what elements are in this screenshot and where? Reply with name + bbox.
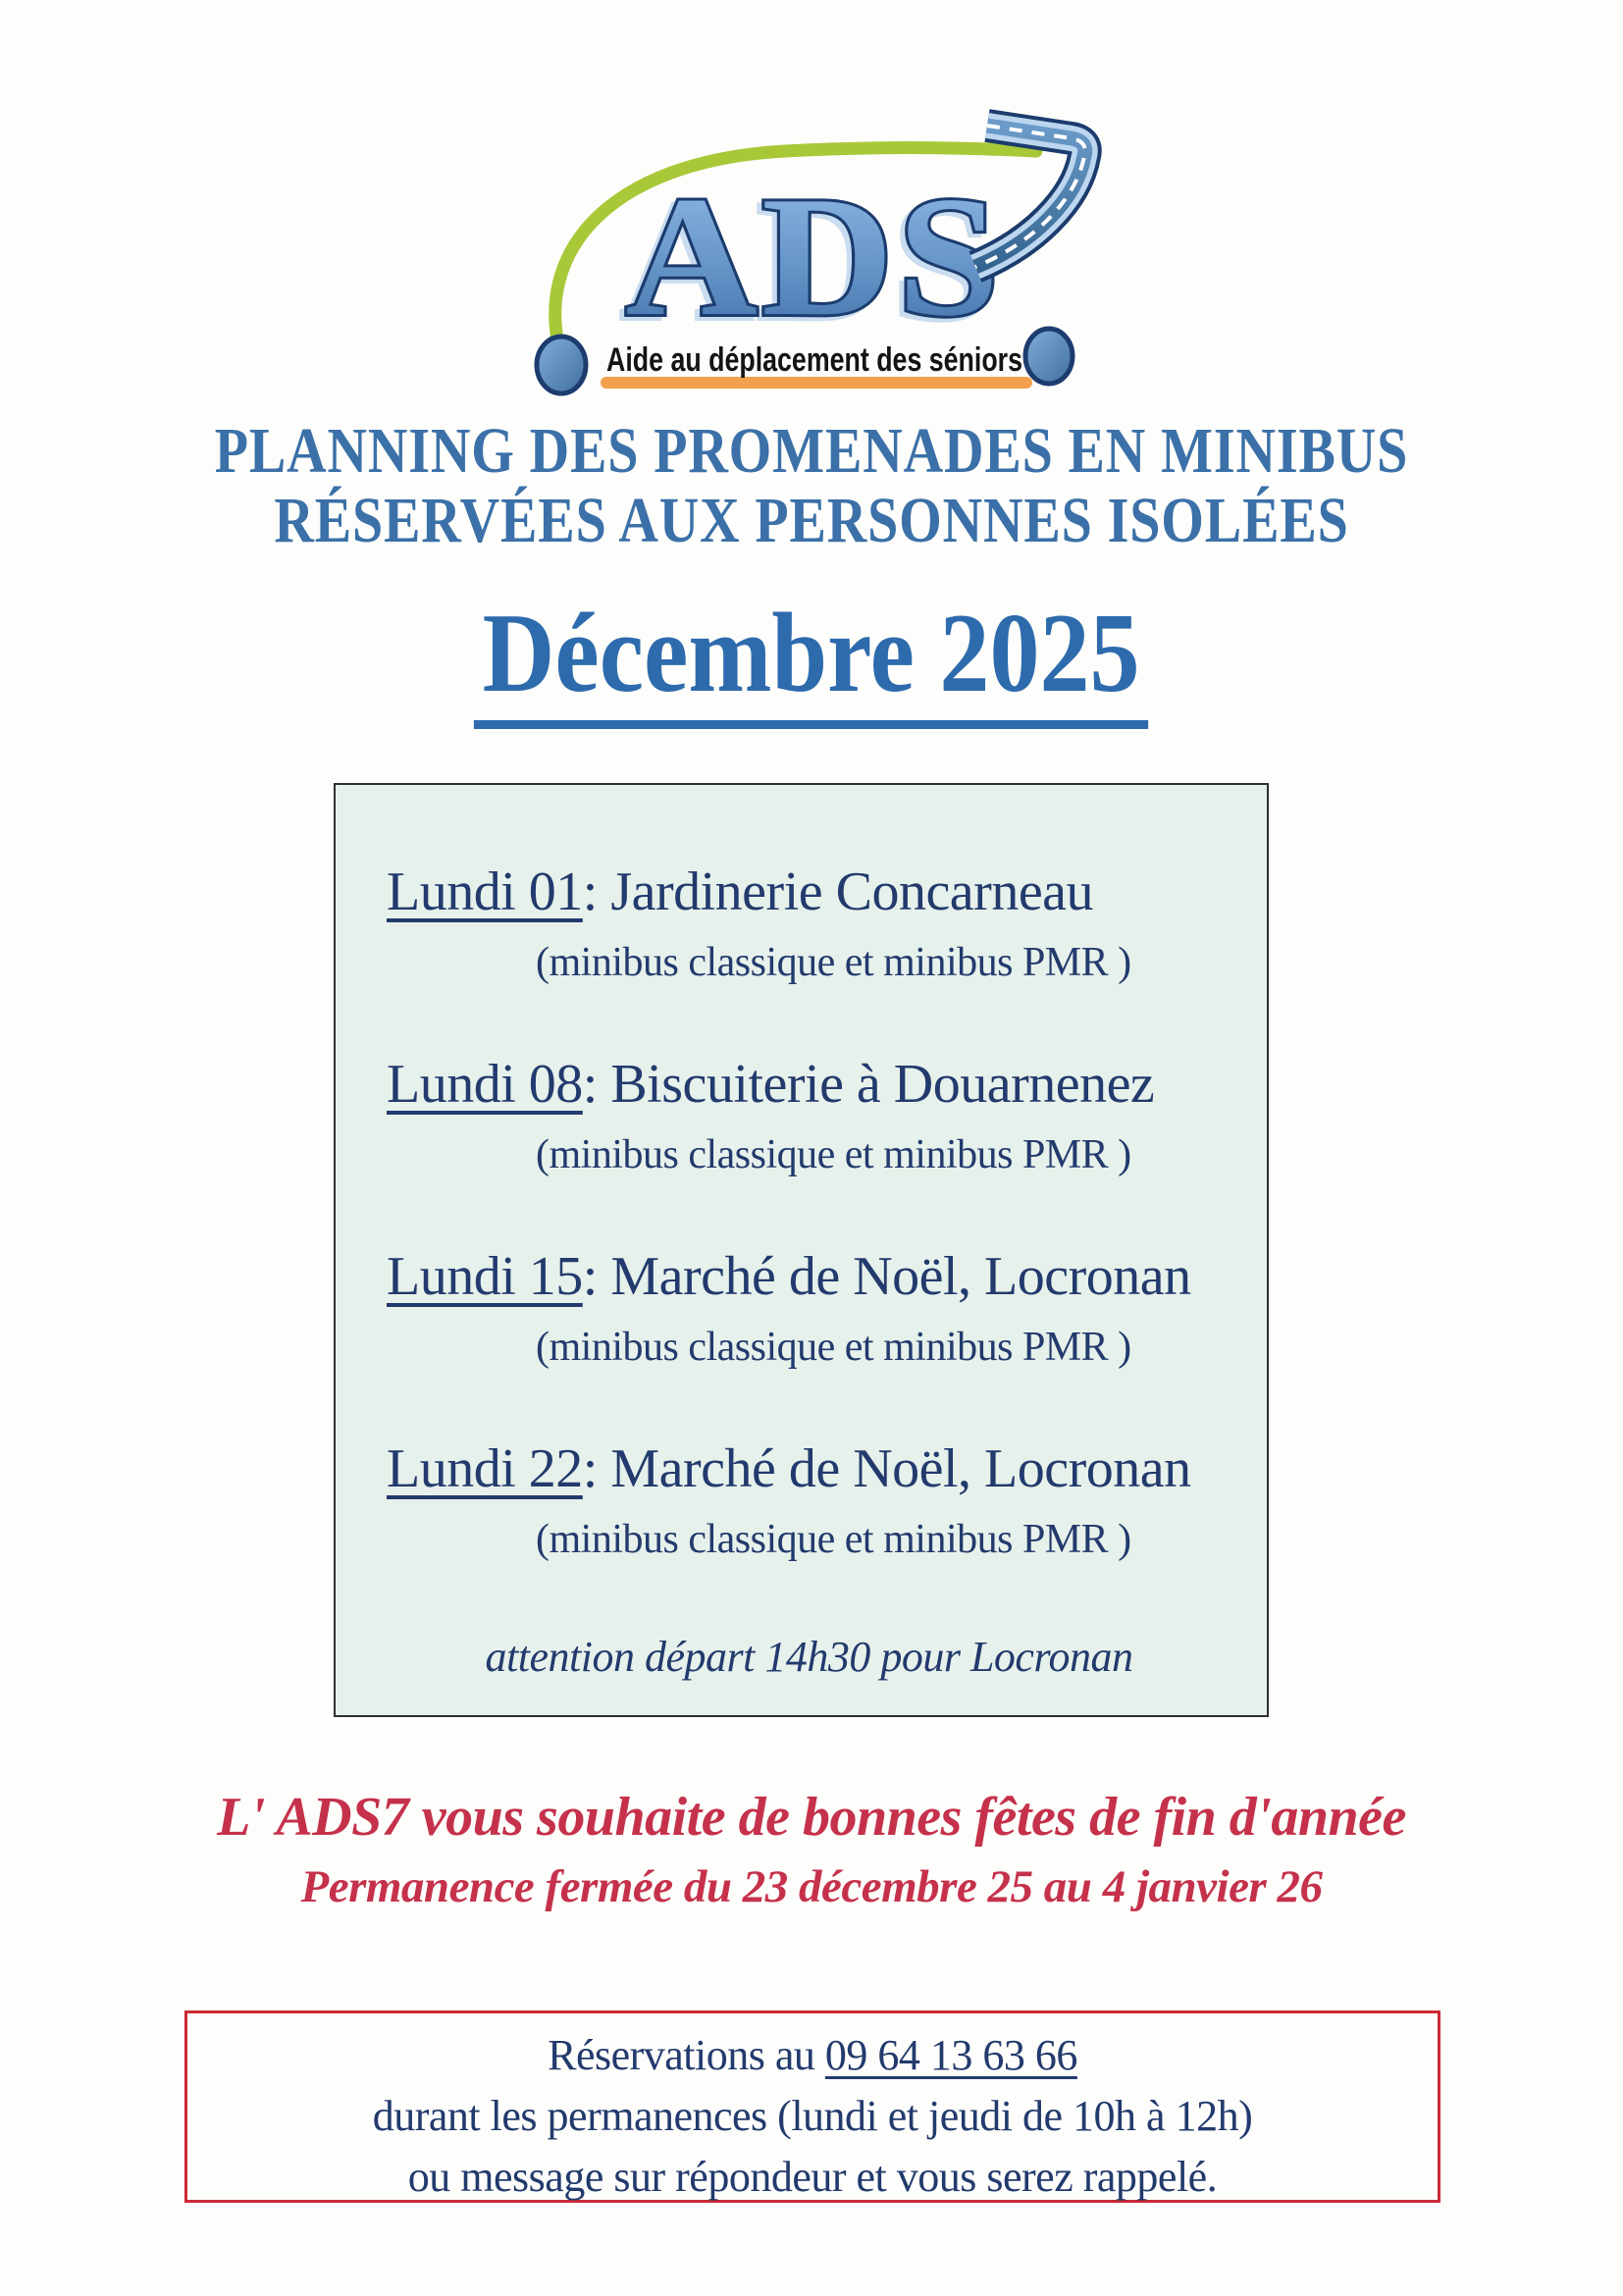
entry-note: (minibus classique et minibus PMR ): [536, 940, 1131, 985]
entry-activity: Marché de Noël, Locronan: [610, 1246, 1191, 1307]
entry-separator: :: [582, 861, 611, 922]
title-line-2: RÉSERVÉES AUX PERSONNES ISOLÉES: [274, 485, 1349, 556]
entry-activity: Biscuiterie à Douarnenez: [610, 1054, 1155, 1115]
entry-line: [387, 861, 1231, 922]
month-heading: [0, 591, 1623, 729]
reservation-prefix: Réservations au: [548, 2031, 825, 2079]
entry-separator: :: [582, 1054, 611, 1115]
entry-separator: :: [582, 1438, 611, 1499]
holiday-greeting: [0, 1786, 1623, 1913]
greeting-line-1: L' ADS7 vous souhaite de bonnes fêtes de fin d'année: [217, 1787, 1406, 1848]
page-title: [0, 416, 1623, 555]
entry-activity: Jardinerie Concarneau: [610, 861, 1094, 922]
entry-line: [387, 1438, 1231, 1499]
entry-day: Lundi 15: [387, 1246, 583, 1307]
entry-day: Lundi 08: [387, 1054, 583, 1115]
logo-tagline: Aide au déplacement des séniors: [606, 341, 1022, 379]
logo-wheel-left-icon: [537, 337, 586, 393]
schedule-entry-3: [387, 1246, 1231, 1372]
reservation-line-2: durant les permanences (lundi et jeudi de 10h à 12h): [372, 2092, 1253, 2140]
entry-day: Lundi 01: [387, 861, 583, 922]
entry-separator: :: [582, 1246, 611, 1307]
reservation-line-1: [187, 2025, 1438, 2086]
schedule-box: [334, 783, 1269, 1717]
month-title: Décembre 2025: [474, 597, 1149, 729]
schedule-entry-2: [387, 1054, 1231, 1179]
title-line-1: PLANNING DES PROMENADES EN MINIBUS: [214, 415, 1409, 487]
reservation-line-3: ou message sur répondeur et vous serez rappelé.: [407, 2153, 1218, 2201]
ads7-logo: [491, 61, 1138, 422]
schedule-entry-1: [387, 861, 1231, 987]
greeting-line-2: Permanence fermée du 23 décembre 25 au 4 janvier 26: [300, 1861, 1323, 1912]
entry-line: [387, 1054, 1231, 1115]
entry-note: (minibus classique et minibus PMR ): [536, 1517, 1131, 1562]
logo-brand-text: ADS: [625, 161, 1004, 351]
reservation-box: [184, 2010, 1440, 2203]
entry-day: Lundi 22: [387, 1438, 583, 1499]
schedule-entry-4: [387, 1438, 1231, 1564]
entry-note: (minibus classique et minibus PMR ): [536, 1132, 1131, 1177]
logo-wheel-right-icon: [1025, 329, 1073, 384]
entry-activity: Marché de Noël, Locronan: [610, 1438, 1191, 1499]
reservation-phone: 09 64 13 63 66: [824, 2031, 1077, 2079]
entry-note: (minibus classique et minibus PMR ): [536, 1325, 1131, 1370]
entry-line: [387, 1246, 1231, 1307]
attention-note: attention départ 14h30 pour Locronan: [485, 1633, 1133, 1681]
